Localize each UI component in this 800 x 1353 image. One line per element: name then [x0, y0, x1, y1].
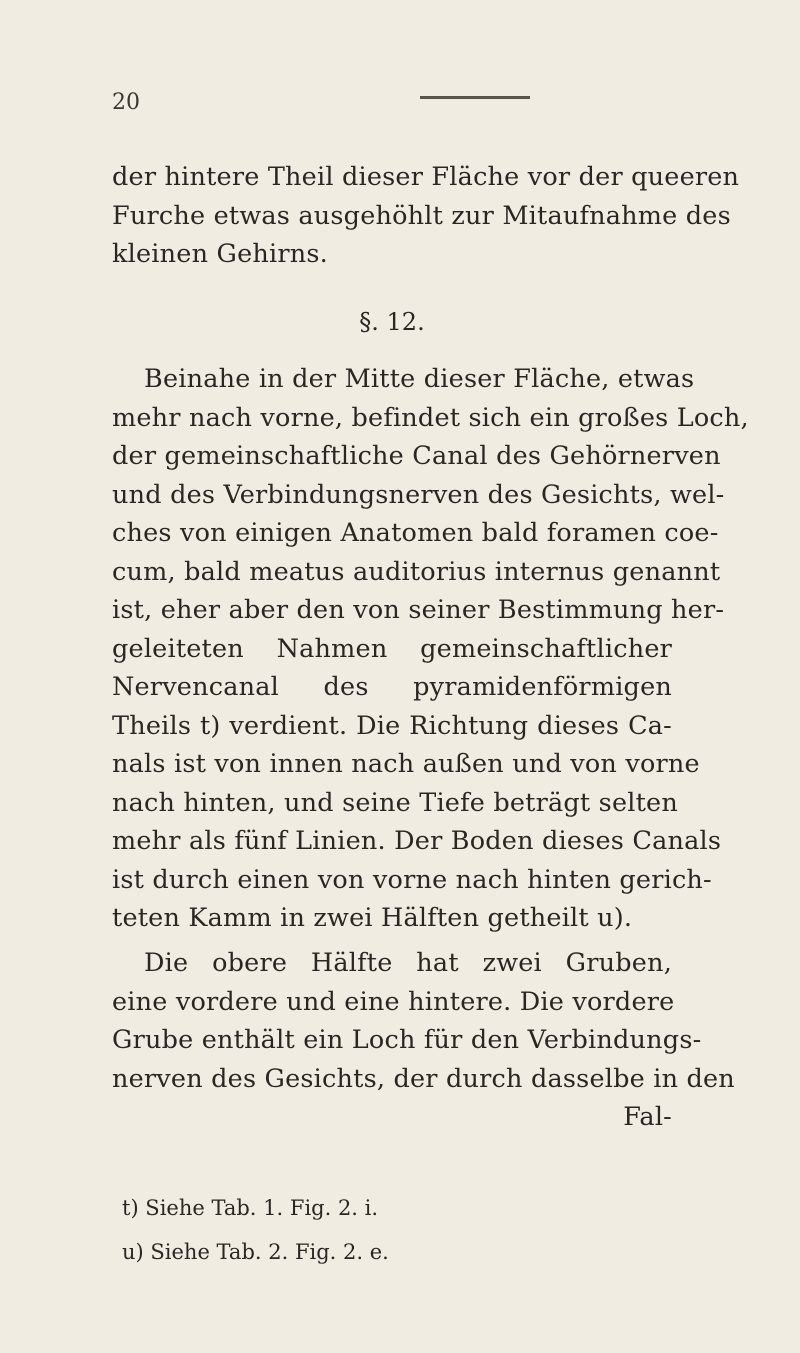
text-line: eine vordere und eine hintere. Die vordere [112, 986, 675, 1017]
text-line: mehr als fünf Linien. Der Boden dieses Canals [112, 826, 722, 856]
text-line: nals ist von innen nach außen und von vorne [112, 749, 700, 779]
text-line: nerven des Gesichts, der durch dasselbe in den [112, 1063, 735, 1094]
text-line: nach hinten, und seine Tiefe beträgt selten [112, 787, 678, 818]
text-line: Furche etwas ausgehöhlt zur Mitaufnahme des [112, 200, 731, 231]
catchword: Fal- [623, 1102, 672, 1132]
header-rule [420, 96, 530, 99]
paragraph-2 [112, 360, 749, 938]
text-line: kleinen Gehirns. [112, 239, 328, 269]
text-line: der gemeinschaftliche Canal des Gehörnerven [112, 441, 721, 471]
text-line: und des Verbindungsnerven des Gesichts, wel- [112, 479, 725, 510]
footnotes [122, 1186, 662, 1274]
text-line: der hintere Theil dieser Fläche vor der queeren [112, 162, 740, 192]
footnote-t: t) Siehe Tab. 1. Fig. 2. i. [122, 1196, 379, 1220]
text-line: Theils t) verdient. Die Richtung dieses Ca- [112, 710, 672, 741]
text-line: mehr nach vorne, befindet sich ein großes Loch, [112, 402, 749, 433]
text-line: Die obere Hälfte hat zwei Gruben, [144, 948, 672, 978]
text-line: Beinahe in der Mitte dieser Fläche, etwas [144, 364, 695, 394]
paragraph-1 [112, 158, 740, 274]
text-line: cum, bald meatus auditorius internus genannt [112, 556, 721, 587]
page-number: 20 [112, 90, 140, 115]
footnote-u: u) Siehe Tab. 2. Fig. 2. e. [122, 1240, 389, 1264]
text-line: ches von einigen Anatomen bald foramen coe- [112, 518, 719, 548]
text-line: teten Kamm in zwei Hälften getheilt u). [112, 903, 633, 933]
section-heading: §. 12. [359, 308, 425, 336]
text-line: Nervencanal des pyramidenförmigen [112, 672, 672, 702]
text-line: ist durch einen von vorne nach hinten gerich- [112, 864, 712, 895]
paragraph-3 [112, 944, 735, 1137]
text-line: geleiteten Nahmen gemeinschaftlicher [112, 633, 672, 664]
text-line: ist, eher aber den von seiner Bestimmung her- [112, 595, 725, 625]
text-line: Grube enthält ein Loch für den Verbindungs- [112, 1025, 702, 1055]
